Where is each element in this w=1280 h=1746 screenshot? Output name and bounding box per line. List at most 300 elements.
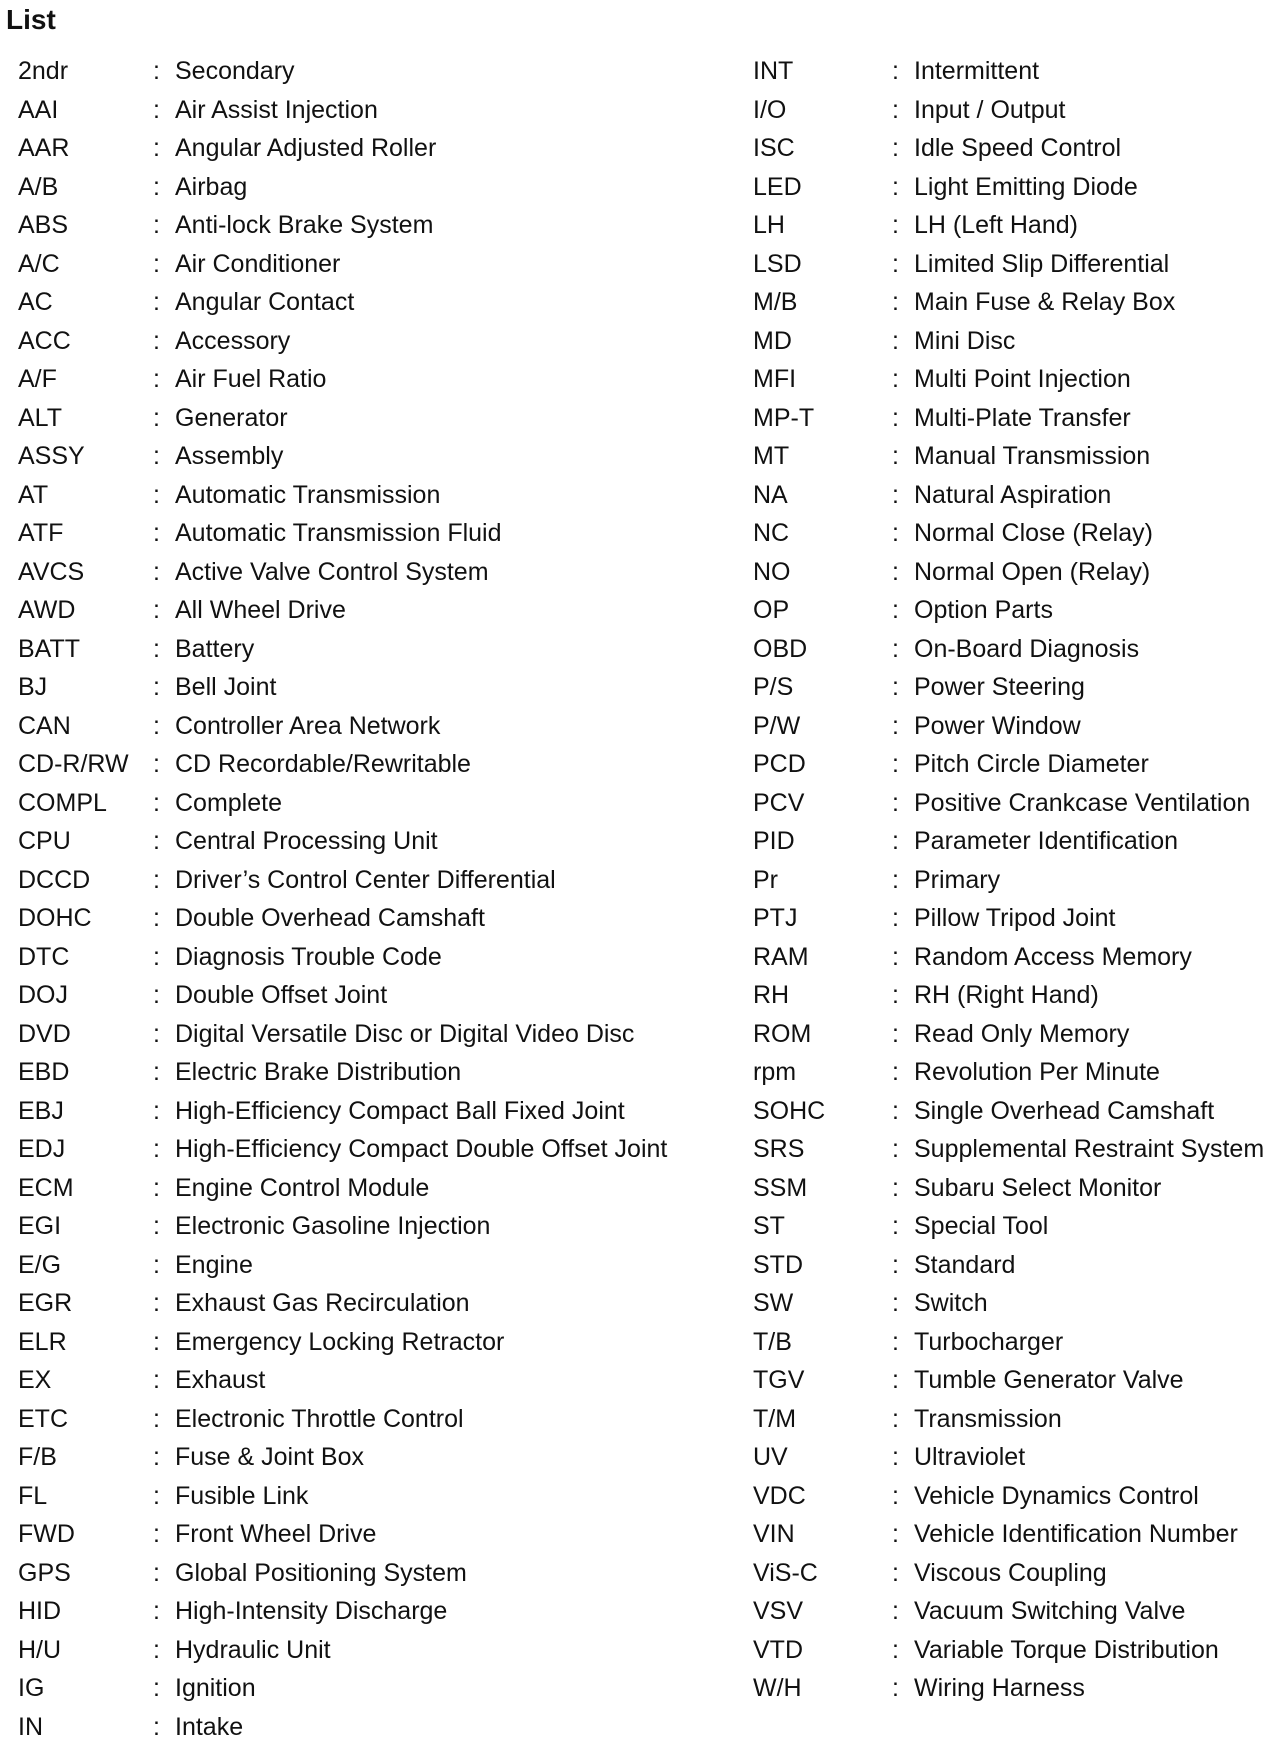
abbreviation-meaning: Vehicle Identification Number [914,1515,1238,1554]
abbreviation-meaning: Ultraviolet [914,1438,1025,1477]
abbreviation-meaning: Single Overhead Camshaft [914,1092,1214,1131]
abbreviation: SSM [753,1169,807,1208]
abbreviation: rpm [753,1053,796,1092]
abbreviation: EBD [18,1053,69,1092]
list-item [18,822,718,861]
abbreviation-meaning: Subaru Select Monitor [914,1169,1161,1208]
abbreviation: 2ndr [18,52,68,91]
abbreviation: BATT [18,630,80,669]
abbreviation-meaning: RH (Right Hand) [914,976,1099,1015]
separator-colon: : [892,1554,899,1593]
separator-colon: : [892,283,899,322]
abbreviation: NC [753,514,789,553]
abbreviation-meaning: Air Assist Injection [175,91,378,130]
abbreviation-meaning: Pillow Tripod Joint [914,899,1115,938]
abbreviation-meaning: Mini Disc [914,322,1015,361]
abbreviation-meaning: Double Offset Joint [175,976,387,1015]
abbreviation-meaning: Natural Aspiration [914,476,1111,515]
separator-colon: : [892,1515,899,1554]
abbreviation-meaning: Air Conditioner [175,245,340,284]
list-item [753,938,1273,977]
abbreviation-meaning: Input / Output [914,91,1066,130]
separator-colon: : [892,52,899,91]
abbreviation-meaning: Front Wheel Drive [175,1515,376,1554]
list-item [18,861,718,900]
abbreviation: PTJ [753,899,797,938]
abbreviation-meaning: Limited Slip Differential [914,245,1169,284]
abbreviation: BJ [18,668,47,707]
abbreviation: ECM [18,1169,74,1208]
list-item [753,1130,1273,1169]
list-item [753,1092,1273,1131]
abbreviation: MD [753,322,792,361]
abbreviation: IG [18,1669,44,1708]
abbreviation-meaning: All Wheel Drive [175,591,346,630]
separator-colon: : [153,1284,160,1323]
abbreviation: ISC [753,129,795,168]
abbreviation: NA [753,476,788,515]
abbreviation: FWD [18,1515,75,1554]
list-item [18,168,718,207]
separator-colon: : [892,822,899,861]
separator-colon: : [153,52,160,91]
abbreviation-meaning: Random Access Memory [914,938,1192,977]
list-item [753,1631,1273,1670]
abbreviation: A/C [18,245,60,284]
abbreviation: UV [753,1438,788,1477]
list-item [753,91,1273,130]
abbreviation-meaning: Engine [175,1246,253,1285]
list-item [753,707,1273,746]
list-item [18,1708,718,1746]
abbreviation-meaning: Power Steering [914,668,1085,707]
list-item [18,91,718,130]
separator-colon: : [892,1053,899,1092]
abbreviation: ATF [18,514,63,553]
abbreviation: T/B [753,1323,792,1362]
list-item [753,1053,1273,1092]
list-item [753,399,1273,438]
separator-colon: : [892,1669,899,1708]
list-item [18,399,718,438]
abbreviation: PID [753,822,795,861]
abbreviation: ViS-C [753,1554,818,1593]
separator-colon: : [892,1207,899,1246]
page-title: List [6,2,56,38]
abbreviation-meaning: CD Recordable/Rewritable [175,745,471,784]
separator-colon: : [892,899,899,938]
abbreviation: CPU [18,822,71,861]
abbreviation-meaning: Automatic Transmission Fluid [175,514,502,553]
list-item [753,899,1273,938]
abbreviation: Pr [753,861,778,900]
abbreviation-meaning: High-Intensity Discharge [175,1592,447,1631]
separator-colon: : [153,245,160,284]
list-item [753,437,1273,476]
abbreviation: OBD [753,630,807,669]
abbreviation: PCD [753,745,806,784]
abbreviation: A/F [18,360,57,399]
abbreviation-meaning: Idle Speed Control [914,129,1121,168]
abbreviation-meaning: Controller Area Network [175,707,440,746]
list-item [18,1438,718,1477]
separator-colon: : [892,707,899,746]
abbreviation-meaning: Driver’s Control Center Differential [175,861,556,900]
abbreviation: AAI [18,91,58,130]
abbreviation-meaning: Electronic Throttle Control [175,1400,464,1439]
list-item [753,245,1273,284]
abbreviation-meaning: LH (Left Hand) [914,206,1078,245]
separator-colon: : [153,1400,160,1439]
list-item [753,553,1273,592]
abbreviation-meaning: Supplemental Restraint System [914,1130,1264,1169]
separator-colon: : [153,399,160,438]
list-item [753,1592,1273,1631]
abbreviation: T/M [753,1400,796,1439]
abbreviation-meaning: Tumble Generator Valve [914,1361,1184,1400]
list-item [753,52,1273,91]
list-item [18,591,718,630]
abbreviation: VDC [753,1477,806,1516]
list-item [18,1515,718,1554]
list-item [18,1400,718,1439]
abbreviation: GPS [18,1554,71,1593]
separator-colon: : [892,1592,899,1631]
separator-colon: : [892,1631,899,1670]
separator-colon: : [153,591,160,630]
separator-colon: : [892,322,899,361]
separator-colon: : [153,822,160,861]
separator-colon: : [153,938,160,977]
list-item [753,1669,1273,1708]
abbreviation-meaning: Airbag [175,168,247,207]
abbreviation-meaning: Global Positioning System [175,1554,467,1593]
list-item [753,1438,1273,1477]
list-item [18,976,718,1015]
separator-colon: : [153,1207,160,1246]
list-item [18,206,718,245]
abbreviation: RH [753,976,789,1015]
separator-colon: : [153,1708,160,1746]
list-item [18,1477,718,1516]
abbreviation-meaning: Option Parts [914,591,1053,630]
abbreviation: H/U [18,1631,61,1670]
abbreviation: CD-R/RW [18,745,129,784]
abbreviation: SOHC [753,1092,825,1131]
separator-colon: : [892,1130,899,1169]
abbreviation-meaning: Vehicle Dynamics Control [914,1477,1199,1516]
separator-colon: : [892,861,899,900]
abbreviation-meaning: Normal Open (Relay) [914,553,1150,592]
separator-colon: : [892,1361,899,1400]
abbreviation: ACC [18,322,71,361]
separator-colon: : [892,1169,899,1208]
list-item [753,861,1273,900]
abbreviation: TGV [753,1361,804,1400]
list-item [18,668,718,707]
abbreviation-meaning: Central Processing Unit [175,822,438,861]
abbreviation: VTD [753,1631,803,1670]
list-item [753,1246,1273,1285]
abbreviation: STD [753,1246,803,1285]
list-item [753,591,1273,630]
abbreviation-meaning: On-Board Diagnosis [914,630,1139,669]
abbreviation-meaning: Transmission [914,1400,1062,1439]
list-item [753,283,1273,322]
abbreviation: AAR [18,129,69,168]
separator-colon: : [892,476,899,515]
abbreviation-meaning: Special Tool [914,1207,1048,1246]
list-item [18,514,718,553]
separator-colon: : [153,168,160,207]
list-item [753,1207,1273,1246]
abbreviation: ROM [753,1015,811,1054]
abbreviation: HID [18,1592,61,1631]
separator-colon: : [892,1015,899,1054]
list-item [18,360,718,399]
abbreviation: LH [753,206,785,245]
list-item [18,129,718,168]
list-item [753,1400,1273,1439]
separator-colon: : [153,206,160,245]
list-item [18,1207,718,1246]
separator-colon: : [153,1323,160,1362]
list-item [753,1323,1273,1362]
list-item [18,553,718,592]
list-item [753,1169,1273,1208]
abbreviation: EGR [18,1284,72,1323]
abbreviation: CAN [18,707,71,746]
separator-colon: : [892,399,899,438]
abbreviation: COMPL [18,784,107,823]
abbreviation-meaning: High-Efficiency Compact Ball Fixed Joint [175,1092,625,1131]
abbreviation: W/H [753,1669,802,1708]
separator-colon: : [153,976,160,1015]
separator-colon: : [892,591,899,630]
list-item [753,129,1273,168]
list-item [753,168,1273,207]
abbreviation: ASSY [18,437,85,476]
list-item [753,476,1273,515]
abbreviation: SRS [753,1130,804,1169]
separator-colon: : [892,1477,899,1516]
abbreviation-meaning: Air Fuel Ratio [175,360,326,399]
list-item [18,745,718,784]
separator-colon: : [153,476,160,515]
abbreviation: DOHC [18,899,92,938]
abbreviation: EX [18,1361,51,1400]
separator-colon: : [153,861,160,900]
list-item [18,1669,718,1708]
separator-colon: : [153,283,160,322]
list-item [18,437,718,476]
abbreviation-meaning: High-Efficiency Compact Double Offset Joint [175,1130,667,1169]
list-item [753,630,1273,669]
separator-colon: : [892,553,899,592]
separator-colon: : [153,553,160,592]
abbreviation: NO [753,553,791,592]
separator-colon: : [892,168,899,207]
abbreviation-meaning: Fuse & Joint Box [175,1438,364,1477]
abbreviation-meaning: Variable Torque Distribution [914,1631,1219,1670]
abbreviation-meaning: Bell Joint [175,668,276,707]
abbreviation: DTC [18,938,69,977]
abbreviation-meaning: Intermittent [914,52,1039,91]
abbreviation-meaning: Standard [914,1246,1015,1285]
list-item [753,206,1273,245]
separator-colon: : [892,1284,899,1323]
separator-colon: : [892,1323,899,1362]
list-item [18,52,718,91]
abbreviation: FL [18,1477,47,1516]
abbreviation: AC [18,283,53,322]
list-item [18,283,718,322]
separator-colon: : [153,1015,160,1054]
separator-colon: : [892,668,899,707]
separator-colon: : [892,784,899,823]
abbreviation-meaning: Wiring Harness [914,1669,1085,1708]
abbreviation: M/B [753,283,797,322]
abbreviation: EDJ [18,1130,65,1169]
abbreviation: F/B [18,1438,57,1477]
abbreviation-meaning: Power Window [914,707,1081,746]
abbreviation-meaning: Intake [175,1708,243,1746]
list-item [18,1361,718,1400]
abbreviation-meaning: Engine Control Module [175,1169,429,1208]
list-item [18,938,718,977]
abbreviation: EBJ [18,1092,64,1131]
separator-colon: : [892,1438,899,1477]
list-item [18,1631,718,1670]
abbreviation: ELR [18,1323,67,1362]
abbreviation-meaning: Digital Versatile Disc or Digital Video Disc [175,1015,634,1054]
abbreviation: ABS [18,206,68,245]
abbreviation: DCCD [18,861,90,900]
separator-colon: : [153,322,160,361]
list-item [753,1284,1273,1323]
list-item [753,745,1273,784]
abbreviation: PCV [753,784,804,823]
abbreviation: AWD [18,591,75,630]
abbreviation: DVD [18,1015,71,1054]
abbreviation: MP-T [753,399,814,438]
separator-colon: : [892,1400,899,1439]
separator-colon: : [892,976,899,1015]
abbreviation-meaning: Battery [175,630,254,669]
abbreviation-meaning: Revolution Per Minute [914,1053,1160,1092]
abbreviation-meaning: Electronic Gasoline Injection [175,1207,490,1246]
abbreviation: AVCS [18,553,84,592]
abbreviation-meaning: Assembly [175,437,283,476]
separator-colon: : [153,1669,160,1708]
abbreviation-meaning: Turbocharger [914,1323,1063,1362]
abbreviation-meaning: Anti-lock Brake System [175,206,433,245]
abbreviation-meaning: Complete [175,784,282,823]
list-item [753,976,1273,1015]
separator-colon: : [892,745,899,784]
abbreviation: VIN [753,1515,795,1554]
list-item [18,476,718,515]
abbreviation: P/W [753,707,800,746]
separator-colon: : [892,1092,899,1131]
separator-colon: : [153,1092,160,1131]
separator-colon: : [153,1130,160,1169]
separator-colon: : [892,91,899,130]
abbreviation-meaning: Secondary [175,52,295,91]
abbreviation: DOJ [18,976,68,1015]
list-item [18,630,718,669]
abbreviation-meaning: Accessory [175,322,290,361]
list-item [18,322,718,361]
abbreviation-meaning: Switch [914,1284,988,1323]
separator-colon: : [153,668,160,707]
abbreviation: E/G [18,1246,61,1285]
list-item [18,1554,718,1593]
separator-colon: : [892,1246,899,1285]
separator-colon: : [153,1554,160,1593]
separator-colon: : [892,245,899,284]
separator-colon: : [153,745,160,784]
abbreviation-meaning: Diagnosis Trouble Code [175,938,442,977]
separator-colon: : [153,437,160,476]
separator-colon: : [892,938,899,977]
abbreviation-meaning: Multi-Plate Transfer [914,399,1131,438]
abbreviation-meaning: Electric Brake Distribution [175,1053,461,1092]
abbreviation-meaning: Main Fuse & Relay Box [914,283,1175,322]
abbreviation-meaning: Fusible Link [175,1477,308,1516]
separator-colon: : [153,1515,160,1554]
separator-colon: : [153,630,160,669]
abbreviation-meaning: Generator [175,399,288,438]
separator-colon: : [892,630,899,669]
abbreviation-meaning: Positive Crankcase Ventilation [914,784,1250,823]
list-item [18,1246,718,1285]
list-item [18,1130,718,1169]
abbreviation: AT [18,476,48,515]
abbreviation: VSV [753,1592,803,1631]
list-item [18,1092,718,1131]
abbreviation-meaning: Manual Transmission [914,437,1150,476]
separator-colon: : [153,1438,160,1477]
separator-colon: : [153,129,160,168]
abbreviation: OP [753,591,789,630]
list-item [753,1554,1273,1593]
separator-colon: : [153,514,160,553]
list-item [18,1284,718,1323]
list-item [18,784,718,823]
abbreviation: MFI [753,360,796,399]
separator-colon: : [153,1053,160,1092]
abbreviation-meaning: Parameter Identification [914,822,1178,861]
separator-colon: : [892,360,899,399]
separator-colon: : [153,91,160,130]
separator-colon: : [892,129,899,168]
separator-colon: : [153,1631,160,1670]
abbreviation: P/S [753,668,793,707]
abbreviation-meaning: Multi Point Injection [914,360,1131,399]
list-item [753,1015,1273,1054]
separator-colon: : [153,1169,160,1208]
abbreviation-meaning: Vacuum Switching Valve [914,1592,1185,1631]
abbreviation: ST [753,1207,785,1246]
abbreviation: INT [753,52,793,91]
abbreviation-meaning: Light Emitting Diode [914,168,1138,207]
list-item [18,1169,718,1208]
separator-colon: : [153,784,160,823]
list-item [753,322,1273,361]
abbreviation-meaning: Active Valve Control System [175,553,489,592]
list-item [753,784,1273,823]
